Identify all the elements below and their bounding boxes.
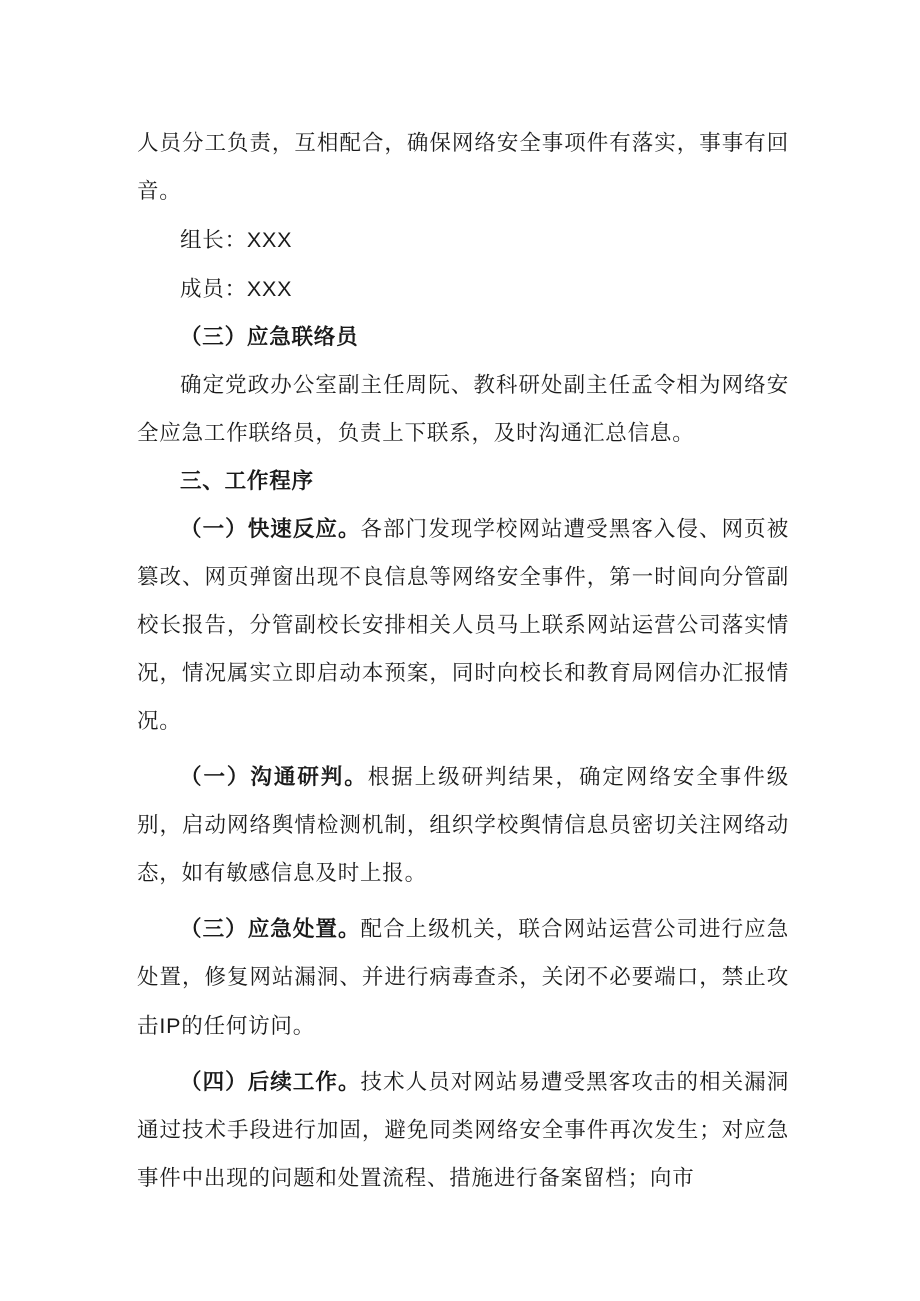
- member-label: 成员：: [180, 277, 247, 302]
- item-4-body: 技术人员对网站易遭受黑客攻击的相关漏洞通过技术手段进行加固，避免同类网络安全事件再次发生；对应急事件中出现的问题和处置流程、措施进行备案留档；向市: [137, 1070, 790, 1191]
- paragraph-contact-text: 确定党政办公室副主任周阮、教科研处副主任孟令相为网络安全应急工作联络员，负责上下联系，及时沟通汇总信息。: [137, 373, 789, 446]
- heading-emergency-contact-text: （三）应急联络员: [180, 325, 359, 350]
- member-line: [137, 265, 789, 314]
- item-3-body-a: 配合上级机关，联合网站运营公司进行应急处置，修复网站漏洞、并进行病毒查杀，关闭不必要端口，禁止攻击: [137, 917, 790, 1039]
- paragraph-item-2: [137, 754, 789, 898]
- heading-work-procedure-text: 三、工作程序: [180, 469, 314, 494]
- member-value: XXX: [246, 277, 293, 301]
- item-3-body-b: 的任何访问。: [181, 1014, 316, 1039]
- paragraph-item-1: [137, 506, 789, 746]
- item-3-body-ip: IP: [159, 1014, 182, 1038]
- item-2-lead: （一）沟通研判。: [180, 765, 368, 790]
- item-1-lead: （一）快速反应。: [180, 517, 361, 542]
- paragraph-contact: [137, 362, 789, 458]
- leader-line: [137, 216, 789, 265]
- item-2-body: 根据上级研判结果，确定网络安全事件级别，启动网络舆情检测机制，组织学校舆情信息员密切关注网络动态，如有敏感信息及时上报。: [137, 765, 789, 886]
- item-3-lead: （三）应急处置。: [180, 917, 361, 942]
- heading-emergency-contact: [137, 314, 789, 362]
- document-body: [137, 120, 789, 1203]
- paragraph-continued: [137, 120, 789, 216]
- leader-label: 组长：: [180, 228, 247, 253]
- paragraph-item-3: [137, 906, 789, 1051]
- heading-work-procedure: [137, 458, 789, 506]
- paragraph-continued-text: 人员分工负责，互相配合，确保网络安全事项件有落实，事事有回音。: [137, 131, 789, 204]
- leader-value: XXX: [246, 228, 293, 252]
- paragraph-item-4: [137, 1059, 789, 1203]
- item-4-lead: （四）后续工作。: [180, 1070, 361, 1095]
- item-1-body: 各部门发现学校网站遭受黑客入侵、网页被篡改、网页弹窗出现不良信息等网络安全事件，第一时间向分管副校长报告，分管副校长安排相关人员马上联系网站运营公司落实情况，情况属实立即启动本预案，同时向校长和教育局网信办汇报情况。: [137, 517, 790, 734]
